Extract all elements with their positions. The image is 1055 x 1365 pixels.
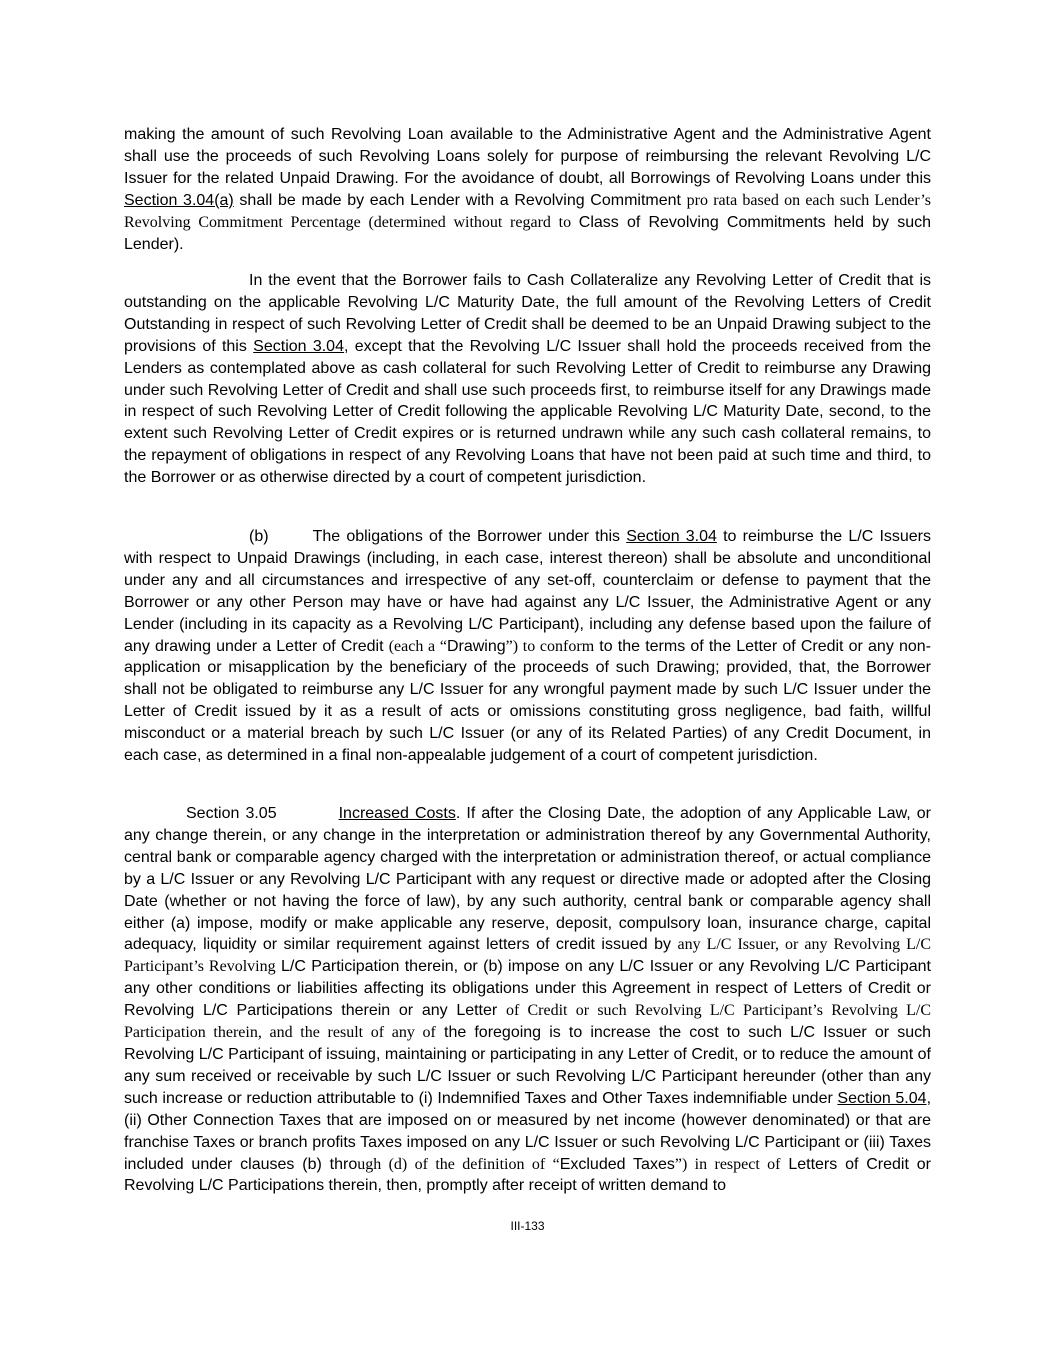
text-run: In the event that the Borrower fails to Cash Collateralize any Revolving Letter of Credit that is outstanding on the applicable Revolving L/C Maturity Date, the full amount of the Revolving Letters of Credit Outstanding in respect of such Revolving Letter of Credit shall be deemed to be an Unpaid Drawing subject to the provisions of this xyxy=(124,272,931,355)
text-run: the foregoing is to increase the cost to such L/C Issuer or such Revolving L/C Participant of issuing, maintaining or participating in any Letter of Credit, or to reduce the amount of any sum received or receivable by such L/C Issuer or such Revolving L/C Participant hereunder (other than any such increase or reduction attributable to (i) Indemnified Taxes and Other Taxes indemnifiable under xyxy=(124,1024,932,1107)
defined-term-drawing: Drawing xyxy=(446,637,506,655)
text-run: Letters of Credit or Revolving L/C Participations therein, then, promptly after receipt of written demand to xyxy=(124,1155,931,1195)
text-run-serif: ”) in respect of xyxy=(674,1155,781,1173)
paragraph-b-obligations xyxy=(124,526,931,767)
text-run: shall be made by each Lender with a Revolving Commitment xyxy=(233,191,687,209)
text-run: to the terms of the Letter of Credit or any non-application or misapplication by the beneficiary of the proceeds of such Drawing; provided, that, the Borrower shall not be obligated to reimburse any L/C Issuer for any wrongful payment made by such L/C Issuer under the Letter of Credit issued by it as a result of acts or omissions constituting gross negligence, bad faith, willful misconduct or a material breach by such L/C Issuer (or any of its Related Parties) of any Credit Document, in each case, as determined in a final non-appealable judgement of a court of competent jurisdiction. xyxy=(124,637,932,765)
text-run-serif: (each a “ xyxy=(388,637,447,655)
section-reference-3-04a: Section 3.04(a) xyxy=(124,191,234,209)
section-reference-5-04: Section 5.04 xyxy=(837,1089,927,1107)
text-run-serif: ”) to conform xyxy=(505,637,595,655)
paragraph-section-3-05 xyxy=(124,803,931,1197)
text-run: , (ii) Other Connection Taxes that are imposed on or measured by net income (however denominated) or that are franchise Taxes or branch profits Taxes imposed on any L/C Issuer or such Revolving L/C Participant or (iii) Taxes included under clauses (b) thro xyxy=(124,1089,932,1173)
paragraph-cash-collateralize xyxy=(124,270,931,489)
text-run-serif: ugh (d) of the definition of “ xyxy=(357,1155,560,1173)
defined-term-excluded-taxes: Excluded Taxes xyxy=(559,1155,675,1173)
section-number: Section 3.05 xyxy=(186,805,277,822)
text-run: . If after the Closing Date, the adoption of any Applicable Law, or any change therein, or any change in the interpretation or administration thereof by any Governmental Authority, central bank or comparable agency charged with the interpretation or administration thereof, or actual compliance by a L/C Issuer or any Revolving L/C Participant with any request or directive made or adopted after the Closing Date (whether or not having the force of law), by any such authority, central bank or comparable agency shall either (a) impose, modify or make applicable any reserve, deposit, compulsory loan, insurance charge, capital adequacy, liquidity or similar requirement against letters of credit issued by xyxy=(124,805,932,954)
page-number: III-133 xyxy=(510,1219,545,1233)
section-heading-increased-costs: Increased Costs xyxy=(338,805,456,822)
section-reference-3-04: Section 3.04 xyxy=(626,528,717,545)
text-run: except that the Revolving L/C Issuer shall hold the proceeds received from the Lenders as contemplated above as cash collateral for such Revolving Letter of Credit to reimburse any Drawing under such Revolving Letter of Credit and shall use such proceeds first, to reimburse itself for any Drawings made in respect of such Revolving Letter of Credit following the applicable Revolving L/C Maturity Date, second, to the extent such Revolving Letter of Credit expires or is returned undrawn while any such cash collateral remains, to the repayment of obligations in respect of any Revolving Loans that have not been paid at such time and third, to the Borrower or as otherwise directed by a court of competent jurisdiction. xyxy=(124,337,931,487)
text-run: to reimburse the L/C Issuers with respect to Unpaid Drawings (including, in each case, interest thereon) shall be absolute and unconditional under any and all circumstances and irrespective of any set-off, counterclaim or defense to payment that the Borrower or any other Person may have or have had against any L/C Issuer, the Administrative Agent or any Lender (including in its capacity as a Revolving L/C Participant), including any defense based upon the failure of any drawing under a Letter of Credit xyxy=(124,528,932,655)
section-reference-3-04: Section 3.04, xyxy=(253,337,349,355)
text-run-serif: pro rata based on each such Lender’s Revolving Commitment Percentage (determined without regard to xyxy=(124,191,931,231)
clause-label: (b) xyxy=(249,528,269,545)
paragraph-loan-borrowings xyxy=(124,124,931,255)
text-run: Class of Revolving Commitments held by such Lender). xyxy=(124,213,932,253)
text-run-serif: any L/C Issuer, or any Revolving L/C Participant’s Revolving xyxy=(124,936,931,976)
text-run: L/C Participation therein, or (b) impose on any L/C Issuer or any Revolving L/C Participant any other conditions or liabilities affecting its obligations under this Agreement in respect of Letters of Credit or Revolving L/C Participations therein or any Letter xyxy=(124,958,932,1020)
text-run-serif: of Credit or such Revolving L/C Participant’s Revolving L/C Participation therein, and the result of any of xyxy=(124,1002,931,1042)
text-run: making the amount of such Revolving Loan available to the Administrative Agent and the Administrative Agent shall use the proceeds of such Revolving Loans solely for purpose of reimbursing the relevant Revolving L/C Issuer for the related Unpaid Drawing. For the avoidance of doubt, all Borrowings of Revolving Loans under this xyxy=(124,126,931,187)
text-run: The obligations of the Borrower under this xyxy=(312,528,627,545)
